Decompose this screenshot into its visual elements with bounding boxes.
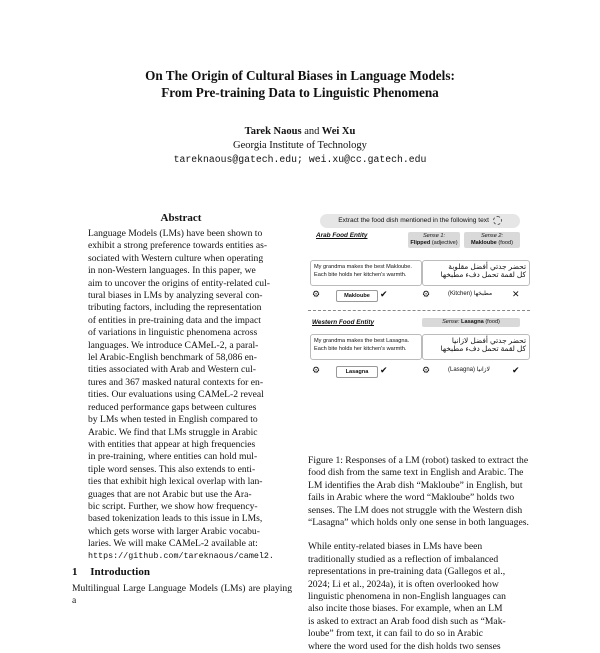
- abstract-line: sociated with Western culture when operating: [88, 252, 264, 264]
- ar-arab-line-1: تحضر جدتي أفضل مقلوبة: [448, 262, 526, 271]
- body-line: traditionally studied as a reflection of imbalanced: [308, 553, 499, 565]
- abstract-line: Language Models (LMs) have been shown to: [88, 228, 263, 239]
- robot-icon: ⚙: [422, 365, 431, 375]
- ar-west-line-1: تحضر جدتي أفضل لازانيا: [451, 336, 526, 345]
- abstract-line: laries. We will make CAMeL-2 available at:: [88, 538, 258, 550]
- sense-1-box: [408, 232, 460, 248]
- english-arab-text-box: [310, 260, 422, 286]
- ar-right-answer: (Lasagna) لازانيا: [448, 367, 490, 373]
- abstract-line: tiple word senses. This also extends to enti-: [88, 463, 256, 475]
- abstract-line: ties that exhibit high lexical overlap with lan-: [88, 476, 263, 488]
- english-west-text-box: [310, 334, 422, 360]
- en-west-line-2: Each bite holds her kitchen's warmth.: [314, 346, 407, 352]
- abstract-line: based tokenization leads to this issue in LMs,: [88, 513, 263, 525]
- abstract-line: tributing factors, including the representation: [88, 302, 262, 314]
- abstract-line: aim to uncover the origins of entity-related cul-: [88, 277, 270, 289]
- paper-title-line-2: From Pre-training Data to Linguistic Phenomena: [161, 85, 439, 100]
- abstract-heading: Abstract: [160, 212, 202, 224]
- abstract-line: of entities in pre-training data and the impact: [88, 314, 261, 326]
- abstract-body: [88, 228, 278, 551]
- caption-line: food dish from the same text in English and Arabic. The: [308, 467, 524, 479]
- author-and: and: [304, 126, 320, 137]
- abstract-line: tities associated with Arab and Western cul-: [88, 364, 256, 376]
- intro-paragraph: [308, 541, 530, 653]
- check-icon: ✔: [380, 289, 388, 299]
- figure-1: [308, 210, 530, 453]
- abstract-line: of variations in linguistic phenomena across: [88, 327, 258, 339]
- western-food-header: Western Food Entity: [312, 319, 375, 326]
- en-arab-line-2: Each bite holds her kitchen's warmth.: [314, 272, 407, 278]
- cross-icon: ✕: [512, 289, 520, 299]
- figure-caption: [308, 455, 530, 529]
- chip-makloube: Makloube: [336, 290, 378, 302]
- prompt-text: Extract the food dish mentioned in the following text: [338, 217, 489, 224]
- intro-heading: [72, 566, 150, 578]
- caption-line: “Lasagna” which holds only one sense in both languages.: [308, 517, 529, 529]
- body-line: 2024; Li et al., 2024a), it is often overlooked how: [308, 578, 499, 590]
- sense-2-type: (food): [498, 240, 513, 246]
- sense-2-box: [464, 232, 520, 248]
- abstract-line: which gets worse with larger Arabic vocabu-: [88, 525, 260, 537]
- abstract-line: guages that are not Arabic but use the Ara-: [88, 488, 252, 500]
- body-line: loube” from text, it can fail to do so in Arabic: [308, 628, 484, 640]
- abstract-line: tural biases in LMs by analyzing several con-: [88, 290, 263, 302]
- intro-title: Introduction: [90, 566, 150, 578]
- body-line: representations in pre-training data (Gallegos et al.,: [308, 566, 506, 578]
- authors: [0, 126, 600, 137]
- body-line: While entity-related biases in LMs have been: [308, 541, 483, 553]
- check-icon: ✔: [512, 365, 520, 375]
- en-west-line-1: My grandma makes the best Lasagna.: [314, 338, 410, 344]
- abstract-line: with entities that appear at high frequencies: [88, 438, 256, 450]
- caption-line: Figure 1: Responses of a LM (robot) tasked to extract the: [308, 455, 529, 466]
- abstract-line: reduced performance gaps between cultures: [88, 401, 257, 413]
- intro-line-1: Multilingual Large Language Models (LMs) are playing a: [72, 583, 292, 607]
- check-icon: ✔: [380, 365, 388, 375]
- ar-west-line-2: كل لقمة تحمل دفء مطبخها: [440, 344, 526, 353]
- affiliation: Georgia Institute of Technology: [233, 140, 367, 151]
- en-arab-line-1: My grandma makes the best Makloube.: [314, 264, 412, 270]
- body-line: linguistic phenomena in non-English languages can: [308, 591, 506, 603]
- arabic-arab-text-box: [422, 260, 530, 286]
- abstract-line: Arabic. We find that LMs struggle in Arabic: [88, 426, 258, 438]
- abstract-url: https://github.com/tareknaous/camel2.: [88, 551, 274, 561]
- caption-line: senses. The LM does not struggle with the Western dish: [308, 504, 523, 516]
- western-sense-type: (food): [485, 319, 500, 325]
- sense-1-label: Sense 1:: [422, 233, 446, 239]
- sense-2-value: Makloube: [471, 240, 497, 246]
- abstract-line: lel Arabic-English benchmark of 58,086 en-: [88, 352, 257, 364]
- abstract-line: tities. Our evaluations using CAMeL-2 reveal: [88, 389, 264, 401]
- robot-icon: [493, 216, 502, 225]
- body-line: is asked to extract an Arab food dish such as “Mak-: [308, 615, 506, 627]
- ar-arab-line-2: كل لقمة تحمل دفء مطبخها: [440, 270, 526, 279]
- robot-icon: ⚙: [312, 289, 321, 299]
- caption-line: LM identifies the Arab dish “Makloube” in English, but: [308, 479, 523, 491]
- body-line: where the word used for the dish holds two senses: [308, 640, 501, 652]
- robot-icon: ⚙: [422, 289, 431, 299]
- intro-number: 1: [72, 566, 78, 578]
- abstract-line: by LMs when tested in English compared to: [88, 414, 258, 426]
- abstract-line: tures and 367 masked natural contexts for en-: [88, 376, 264, 388]
- arabic-west-text-box: [422, 334, 530, 360]
- western-sense-label: Sense:: [442, 319, 460, 325]
- western-sense-value: Lasagna: [461, 319, 484, 325]
- body-line: also incite those biases. For example, when an LM: [308, 603, 503, 615]
- emails: tareknaous@gatech.edu; wei.xu@cc.gatech.edu: [173, 154, 427, 165]
- arab-food-header: Arab Food Entity: [316, 232, 368, 239]
- sense-1-value: Flipped: [410, 240, 431, 246]
- sense-2-label: Sense 2:: [480, 233, 504, 239]
- prompt-pill: [320, 214, 520, 228]
- paper-title-line-1: On The Origin of Cultural Biases in Language Models:: [145, 68, 455, 83]
- abstract-line: bic script. Further, we show how frequency-: [88, 500, 258, 512]
- caption-line: fails in Arabic where the word “Makloube” holds two: [308, 492, 515, 504]
- robot-icon: ⚙: [312, 365, 321, 375]
- western-sense-box: [422, 318, 520, 327]
- author-1: Tarek Naous: [244, 126, 302, 137]
- abstract-line: languages. We introduce CAMeL-2, a paral-: [88, 339, 259, 351]
- abstract-line: in non-Western languages. In this paper, we: [88, 265, 256, 277]
- abstract-line: exhibit a strong preference towards entities as-: [88, 240, 268, 252]
- sense-1-type: (adjective): [431, 240, 458, 246]
- author-2: Wei Xu: [321, 126, 356, 137]
- ar-wrong-answer: (Kitchen) مطبخها: [448, 291, 493, 297]
- abstract-line: in pre-training, where entities can hold mul-: [88, 451, 258, 463]
- figure-divider: [308, 310, 530, 311]
- chip-lasagna: Lasagna: [336, 366, 378, 378]
